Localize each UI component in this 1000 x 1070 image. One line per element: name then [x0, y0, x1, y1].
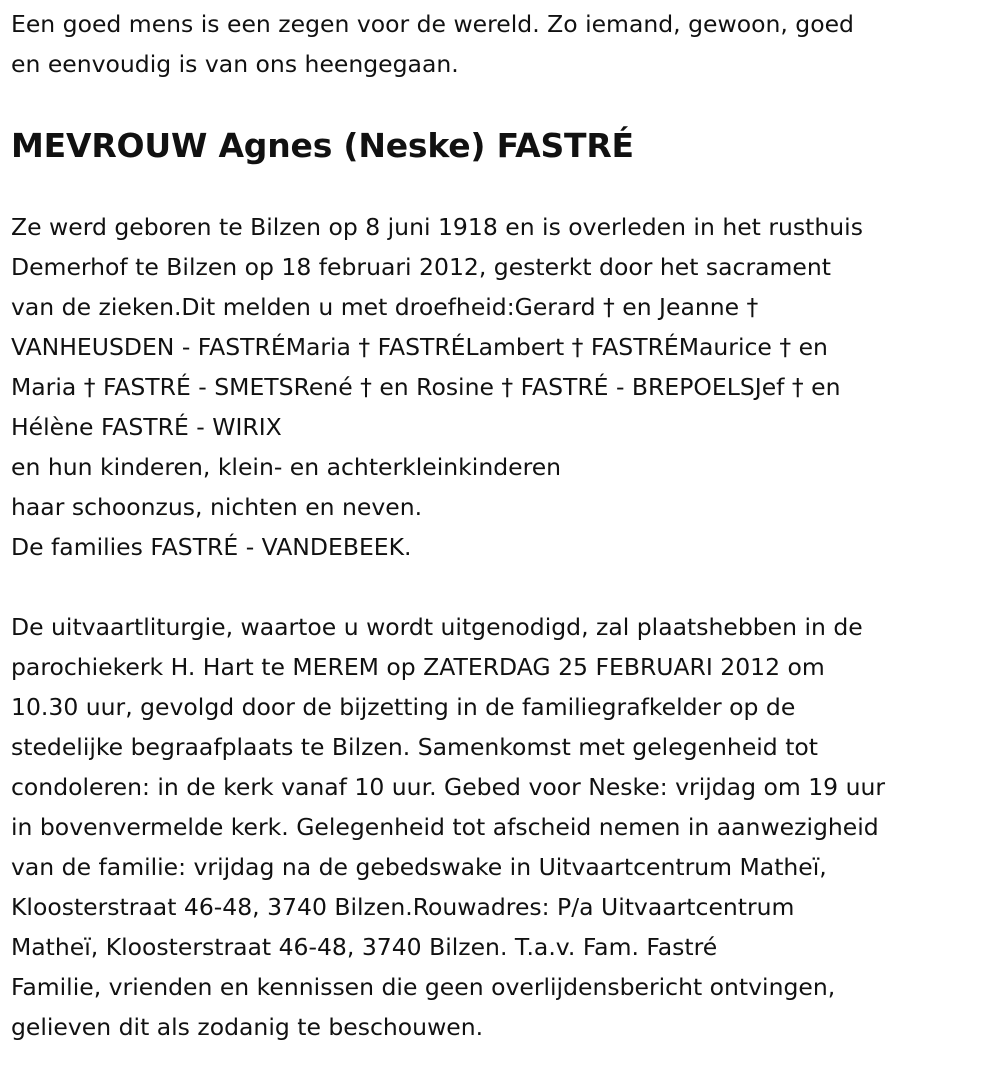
intro-line: Een goed mens is een zegen voor de wereld. Zo iemand, gewoon, goed — [11, 10, 854, 38]
funeral-line: stedelijke begraafplaats te Bilzen. Samenkomst met gelegenheid tot — [11, 733, 818, 761]
announcement-line: VANHEUSDEN - FASTRÉMaria † FASTRÉLambert † FASTRÉMaurice † en — [11, 333, 828, 361]
funeral-line: gelieven dit als zodanig te beschouwen. — [11, 1013, 484, 1041]
announcement-line: haar schoonzus, nichten en neven. — [11, 493, 423, 521]
announcement-line: Maria † FASTRÉ - SMETSRené † en Rosine † FASTRÉ - BREPOELSJef † en — [11, 373, 841, 401]
intro-quote — [11, 4, 989, 84]
funeral-line: Familie, vrienden en kennissen die geen overlijdensbericht ontvingen, — [11, 973, 836, 1001]
announcement-line: van de zieken.Dit melden u met droefheid:Gerard † en Jeanne † — [11, 293, 759, 321]
funeral-line: 10.30 uur, gevolgd door de bijzetting in de familiegrafkelder op de — [11, 693, 796, 721]
intro-line: en eenvoudig is van ons heengegaan. — [11, 50, 459, 78]
deceased-name: MEVROUW Agnes (Neske) FASTRÉ — [11, 126, 634, 165]
funeral-line: in bovenvermelde kerk. Gelegenheid tot afscheid nemen in aanwezigheid — [11, 813, 879, 841]
announcement-text — [11, 207, 989, 567]
announcement-line: De families FASTRÉ - VANDEBEEK. — [11, 533, 412, 561]
funeral-line: parochiekerk H. Hart te MEREM op ZATERDAG 25 FEBRUARI 2012 om — [11, 653, 825, 681]
funeral-line: De uitvaartliturgie, waartoe u wordt uitgenodigd, zal plaatshebben in de — [11, 613, 863, 641]
announcement-line: Demerhof te Bilzen op 18 februari 2012, gesterkt door het sacrament — [11, 253, 831, 281]
announcement-line: Ze werd geboren te Bilzen op 8 juni 1918 en is overleden in het rusthuis — [11, 213, 863, 241]
announcement-line: en hun kinderen, klein- en achterkleinkinderen — [11, 453, 562, 481]
announcement-line: Hélène FASTRÉ - WIRIX — [11, 413, 282, 441]
funeral-line: condoleren: in de kerk vanaf 10 uur. Gebed voor Neske: vrijdag om 19 uur — [11, 773, 886, 801]
funeral-line: Matheï, Kloosterstraat 46-48, 3740 Bilzen. T.a.v. Fam. Fastré — [11, 933, 718, 961]
funeral-line: Kloosterstraat 46-48, 3740 Bilzen.Rouwadres: P/a Uitvaartcentrum — [11, 893, 795, 921]
funeral-line: van de familie: vrijdag na de gebedswake in Uitvaartcentrum Matheï, — [11, 853, 827, 881]
funeral-details — [11, 607, 989, 1047]
